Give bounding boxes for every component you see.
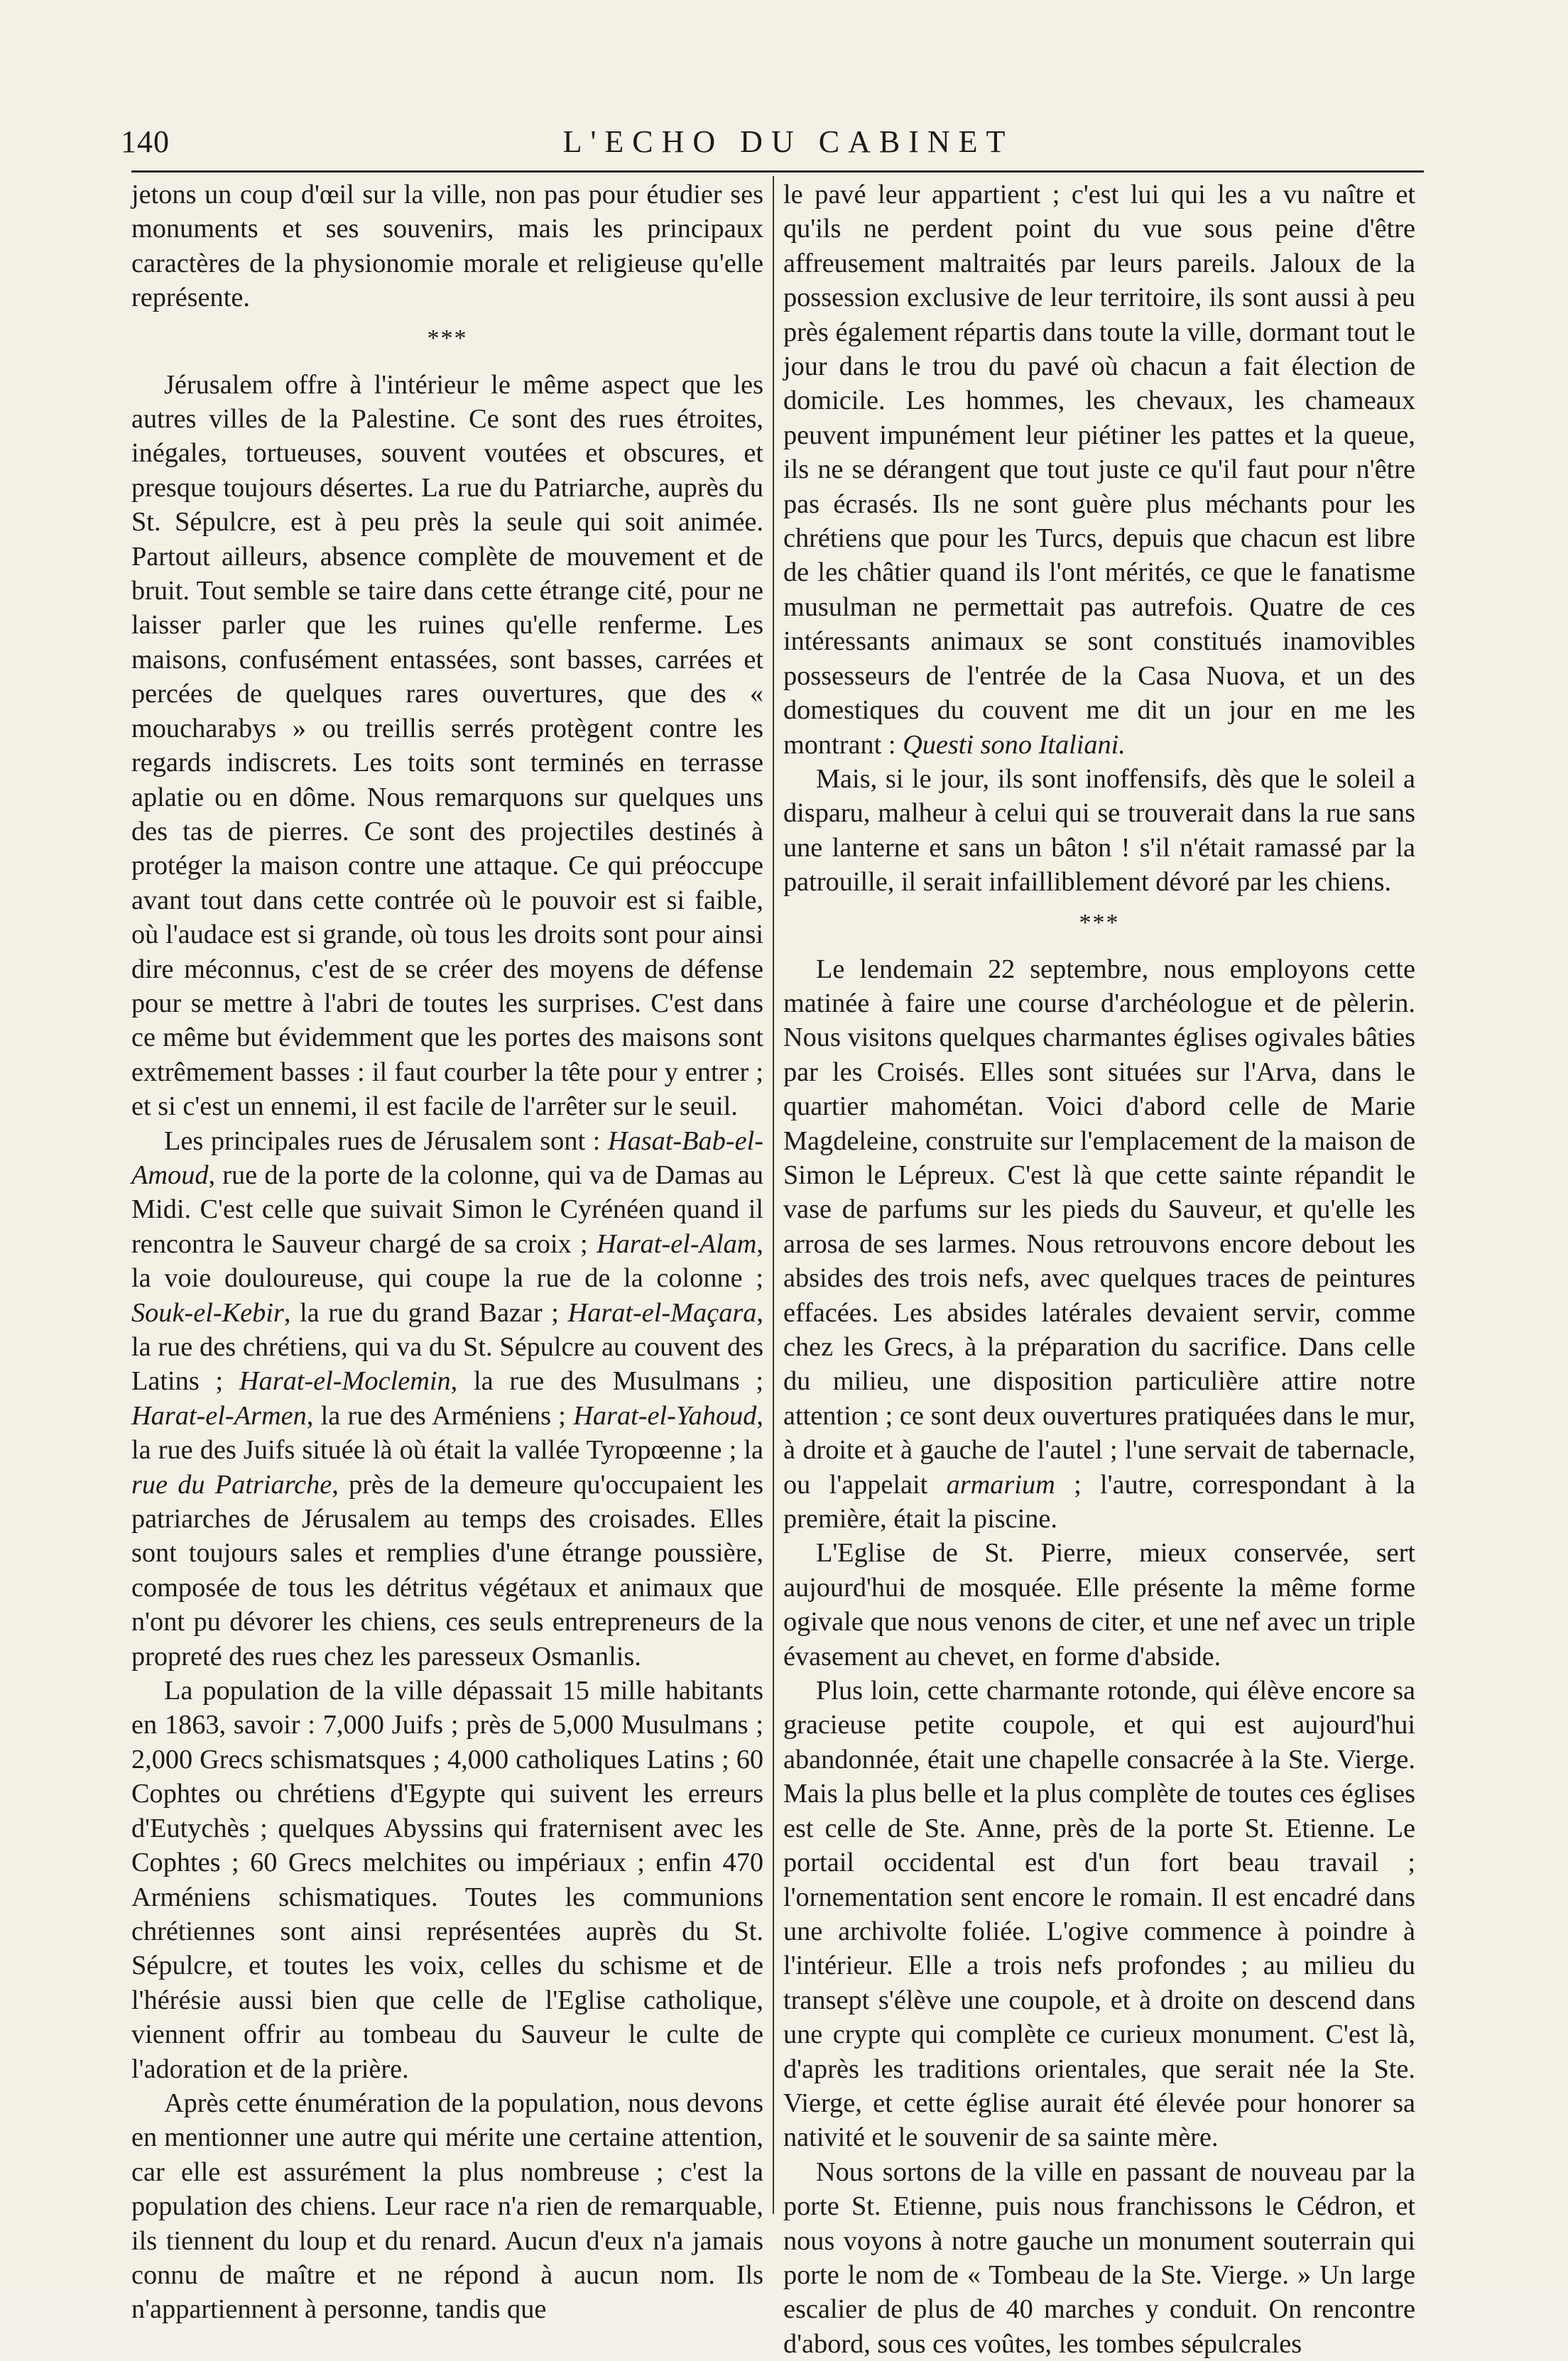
column-divider <box>773 176 774 2214</box>
latin-term: armarium <box>946 1469 1055 1500</box>
asterism-divider <box>783 909 1415 936</box>
text-run: , près de la demeure qu'occupaient les patriarches de Jérusalem au temps des croisades. Elles sont toujours sales et remplies d'une étrange poussière, composée de tous les détritus végétaux et animaux que n'ont pu dévorer les chiens, ces seuls entrepreneurs de la propreté des rues chez les paresseux Osmanlis. <box>131 1469 763 1672</box>
left-column <box>131 178 763 2327</box>
running-title: L'ECHO DU CABINET <box>562 124 1014 159</box>
asterism-glyph: *** <box>427 325 468 351</box>
street-name: Harat-el-Yahoud <box>573 1400 757 1431</box>
paragraph-dogs <box>783 178 1415 762</box>
paragraph-churches <box>783 952 1415 1537</box>
street-name: Hasat-Bab-el-Amoud <box>131 1125 763 1190</box>
paragraph: La population de la ville dépassait 15 mille habitants en 1863, savoir : 7,000 Juifs ; près de 5,000 Musulmans ; 2,000 Grecs schismatsques ; 4,000 catholiques Latins ; 60 Cophtes ou chrétiens d'Egypte qui suivent les erreurs d'Eutychès ; quelques Abyssins qui fraternisent avec les Cophtes ; 60 Grecs melchites ou impériaux ; enfin 470 Arméniens schismatiques. Toutes les communions chrétiennes sont ainsi représentées auprès du St. Sépulcre, et toutes les voix, celles du schisme et de l'hérésie aussi bien que celle de l'Eglise catholique, viennent offrir au tombeau du Sauveur le culte de l'adoration et de la prière. <box>131 1676 763 2084</box>
text-run: , rue de la porte de la colonne, qui va de Damas au Midi. C'est celle que suivait Simon le Cyrénéen quand il rencontra le Sauveur chargé de sa croix ; <box>131 1160 763 1259</box>
street-name: Harat-el-Maçara <box>567 1297 757 1328</box>
street-name: Harat-el-Alam <box>596 1228 757 1259</box>
paragraph: Jérusalem offre à l'intérieur le même aspect que les autres villes de la Palestine. Ce sont des rues étroites, inégales, tortueuses, souvent voutées et obscures, et presque toujours désertes. La rue du Patriarche, auprès du St. Sépulcre, est à peu près la seule qui soit animée. Partout ailleurs, absence complète de mouvement et de bruit. Tout semble se taire dans cette étrange cité, pour ne laisser parler que les ruines qu'elle renferme. Les maisons, confusément entassées, sont basses, carrées et percées de quelques rares ouvertures, que des « moucharabys » ou treillis serrés protègent contre les regards indiscrets. Les toits sont terminés en terrasse aplatie ou en dôme. Nous remarquons sur quelques uns des tas de pierres. Ce sont des projectiles destinés à protéger la maison contre une attaque. Ce qui préoccupe avant tout dans cette contrée où le pouvoir est si faible, où l'audace est si grande, où tous les droits sont pour ainsi dire méconnus, c'est de se créer des moyens de défense pour se mettre à l'abri de toutes les surprises. C'est dans ce même but évidemment que les portes des maisons sont extrêmement basses : il faut courber la tête pour y entrer ; et si c'est un ennemi, il est facile de l'arrêter sur le seuil. <box>131 369 763 1122</box>
paragraph-streets <box>131 1124 763 1674</box>
quote-italic: Questi sono Italiani. <box>903 729 1126 760</box>
asterism-glyph: *** <box>1079 909 1120 936</box>
text-run: le pavé leur appartient ; c'est lui qui les a vu naître et qu'ils ne perdent point du vue sous peine d'être affreusement maltraités par leurs pareils. Jaloux de la possession exclusive de leur territoire, ils sont aussi à peu près également répartis dans toute la ville, dormant tout le jour dans le trou du pavé où chacun a fait élection de domicile. Les hommes, les chevaux, les chameaux peuvent impunément leur piétiner les pattes et la queue, ils ne se dérangent que tout juste ce qu'il faut pour n'être pas écrasés. Ils ne sont guère plus méchants pour les chrétiens que pour les Turcs, depuis que chacun est libre de les châtier quand ils l'ont mérités, ce que le fanatisme musulman ne permettait pas autrefois. Quatre de ces intéressants animaux se sont constitués inamovibles possesseurs de l'entrée de la Casa Nuova, et un des domestiques du couvent me dit un jour en me les montrant : <box>783 180 1415 760</box>
asterism-divider <box>131 325 763 351</box>
street-name: Harat-el-Moclemin <box>239 1366 451 1397</box>
text-run: ; l'autre, correspondant à la première, était la piscine. <box>783 1469 1416 1534</box>
text-run: , la rue des chrétiens, qui va du St. Sépulcre au couvent des Latins ; <box>131 1297 763 1397</box>
page-number: 140 <box>121 124 170 159</box>
text-run: , la rue des Musulmans ; <box>450 1366 764 1397</box>
page-header <box>121 121 1456 163</box>
paragraph: Nous sortons de la ville en passant de nouveau par la porte St. Etienne, puis nous franchissons le Cédron, et nous voyons à notre gauche un monument souterrain qui porte le nom de « Tombeau de la Ste. Vierge. » Un large escalier de plus de 40 marches y conduit. On rencontre d'abord, sous ces voûtes, les tombes sépulcrales <box>783 2156 1415 2359</box>
paragraph: Après cette énumération de la population, nous devons en mentionner une autre qui mérite une certaine attention, car elle est assurément la plus nombreuse ; c'est la population des chiens. Leur race n'a rien de remarquable, ils tiennent du loup et du renard. Aucun d'eux n'a jamais connu de maître et ne répond à aucun nom. Ils n'appartiennent à personne, tandis que <box>131 2088 763 2325</box>
right-column <box>783 178 1415 2361</box>
paragraph: Mais, si le jour, ils sont inoffensifs, dès que le soleil a disparu, malheur à celui qui se trouverait dans la rue sans une lanterne et sans un bâton ! s'il n'était ramassé par la patrouille, il serait infailliblement dévoré par les chiens. <box>783 763 1415 898</box>
text-run: Les principales rues de Jérusalem sont : <box>164 1125 608 1156</box>
text-run: , la rue du grand Bazar ; <box>283 1297 568 1328</box>
street-name: rue du Patriarche <box>131 1469 332 1500</box>
paragraph: Plus loin, cette charmante rotonde, qui élève encore sa gracieuse petite coupole, et qui est aujourd'hui abandonnée, était une chapelle consacrée à la Ste. Vierge. Mais la plus belle et la plus complète de toutes ces églises est celle de Ste. Anne, près de la porte St. Etienne. Le portail occidental est d'un fort beau travail ; l'ornementation sent encore le romain. Il est encadré dans une archivolte foliée. L'ogive commence à poindre à l'intérieur. Elle a trois nefs profondes ; au milieu du transept s'élève une coupole, et à droite on descend dans une crypte qui complète ce curieux monument. C'est là, d'après les traditions orientales, que serait née la Ste. Vierge, et cette église aurait été élevée pour honorer sa nativité et le souvenir de sa sainte mère. <box>783 1676 1415 2153</box>
text-run: , la voie douloureuse, qui coupe la rue de la colonne ; <box>131 1228 763 1294</box>
text-run: , la rue des Juifs située là où était la vallée Tyropœenne ; la <box>131 1400 763 1466</box>
header-rule <box>131 170 1424 173</box>
street-name: Souk-el-Kebir <box>131 1297 284 1328</box>
text-run: , la rue des Arméniens ; <box>306 1400 574 1431</box>
paragraph: L'Eglise de St. Pierre, mieux conservée, sert aujourd'hui de mosquée. Elle présente la même forme ogivale que nous venons de citer, et une nef avec un triple évasement au chevet, en forme d'abside. <box>783 1538 1415 1672</box>
text-run: Le lendemain 22 septembre, nous employons cette matinée à faire une course d'archéologue et de pèlerin. Nous visitons quelques charmantes églises ogivales bâties par les Croisés. Elles sont situées sur l'Arva, dans le quartier mahométan. Voici d'abord celle de Marie Magdeleine, construite sur l'emplacement de la maison de Simon le Lépreux. C'est là que cette sainte répandit le vase de parfums sur les pieds du Sauveur, et qu'elle les arrosa de ses larmes. Nous retrouvons encore debout les absides des trois nefs, avec quelques traces de peintures effacées. Les absides latérales devaient servir, comme chez les Grecs, à la préparation du sacrifice. Dans celle du milieu, une disposition particulière attire notre attention ; ce sont deux ouvertures pratiquées dans le mur, à droite et à gauche de l'autel ; l'une servait de tabernacle, ou l'appelait <box>783 954 1415 1500</box>
paragraph: jetons un coup d'œil sur la ville, non pas pour étudier ses monuments et ses souvenirs, mais les principaux caractères de la physionomie morale et religieuse qu'elle représente. <box>131 180 763 313</box>
street-name: Harat-el-Armen <box>131 1400 307 1431</box>
